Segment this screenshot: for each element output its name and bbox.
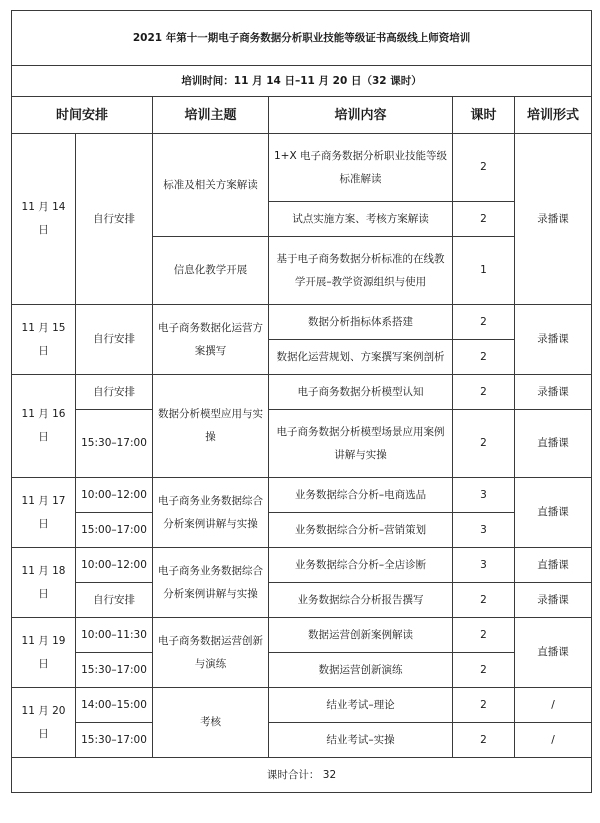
header-content: 培训内容 [269, 97, 453, 134]
format-cell: 直播课 [515, 478, 592, 548]
content-cell: 数据运营创新演练 [269, 653, 453, 688]
training-period: 培训时间：11 月 14 日–11 月 20 日（32 课时） [12, 66, 592, 97]
hours-cell: 1 [453, 237, 515, 305]
hours-cell: 2 [453, 340, 515, 375]
hours-cell: 2 [453, 134, 515, 202]
topic-cell: 电子商务业务数据综合分析案例讲解与实操 [153, 478, 269, 548]
content-cell: 数据分析指标体系搭建 [269, 305, 453, 340]
hours-cell: 2 [453, 410, 515, 478]
content-cell: 电子商务数据分析模型认知 [269, 375, 453, 410]
total-hours: 课时合计： 32 [12, 758, 592, 793]
content-cell: 业务数据综合分析报告撰写 [269, 583, 453, 618]
table-row [12, 375, 592, 410]
content-cell: 业务数据综合分析–营销策划 [269, 513, 453, 548]
hours-cell: 2 [453, 375, 515, 410]
format-cell: / [515, 723, 592, 758]
hours-cell: 2 [453, 653, 515, 688]
document-title: 2021 年第十一期电子商务数据分析职业技能等级证书高级线上师资培训 [12, 11, 592, 66]
hours-cell: 3 [453, 548, 515, 583]
hours-cell: 3 [453, 478, 515, 513]
content-cell: 业务数据综合分析–电商选品 [269, 478, 453, 513]
table-row [12, 134, 592, 202]
date-cell: 11 月 15 日 [12, 305, 76, 375]
table-row [12, 478, 592, 513]
format-cell: 直播课 [515, 410, 592, 478]
schedule-table [11, 10, 592, 793]
time-cell: 15:00–17:00 [76, 513, 153, 548]
content-cell: 结业考试–实操 [269, 723, 453, 758]
time-cell: 自行安排 [76, 305, 153, 375]
table-row [12, 618, 592, 653]
header-topic: 培训主题 [153, 97, 269, 134]
format-cell: 录播课 [515, 375, 592, 410]
header-row [12, 97, 592, 134]
format-cell: 录播课 [515, 583, 592, 618]
content-cell: 试点实施方案、考核方案解读 [269, 202, 453, 237]
content-cell: 数据运营创新案例解读 [269, 618, 453, 653]
content-cell: 数据化运营规划、方案撰写案例剖析 [269, 340, 453, 375]
topic-cell: 信息化教学开展 [153, 237, 269, 305]
time-cell: 14:00–15:00 [76, 688, 153, 723]
content-cell: 1+X 电子商务数据分析职业技能等级标准解读 [269, 134, 453, 202]
time-cell: 10:00–12:00 [76, 478, 153, 513]
table-row [12, 723, 592, 758]
topic-cell: 电子商务数据运营创新与演练 [153, 618, 269, 688]
content-cell: 基于电子商务数据分析标准的在线教学开展–教学资源组织与使用 [269, 237, 453, 305]
date-cell: 11 月 18 日 [12, 548, 76, 618]
table-row [12, 653, 592, 688]
hours-cell: 2 [453, 618, 515, 653]
date-cell: 11 月 14 日 [12, 134, 76, 305]
format-cell: / [515, 688, 592, 723]
table-row [12, 688, 592, 723]
hours-cell: 3 [453, 513, 515, 548]
table-row [12, 548, 592, 583]
hours-cell: 2 [453, 688, 515, 723]
time-cell: 15:30–17:00 [76, 653, 153, 688]
time-cell: 15:30–17:00 [76, 410, 153, 478]
time-cell: 15:30–17:00 [76, 723, 153, 758]
date-cell: 11 月 17 日 [12, 478, 76, 548]
format-cell: 直播课 [515, 548, 592, 583]
hours-cell: 2 [453, 583, 515, 618]
date-cell: 11 月 19 日 [12, 618, 76, 688]
table-row [12, 410, 592, 478]
content-cell: 电子商务数据分析模型场景应用案例讲解与实操 [269, 410, 453, 478]
time-cell: 10:00–11:30 [76, 618, 153, 653]
table-row [12, 583, 592, 618]
date-cell: 11 月 16 日 [12, 375, 76, 478]
hours-cell: 2 [453, 202, 515, 237]
topic-cell: 数据分析模型应用与实操 [153, 375, 269, 478]
time-cell: 自行安排 [76, 375, 153, 410]
content-cell: 结业考试–理论 [269, 688, 453, 723]
header-format: 培训形式 [515, 97, 592, 134]
time-cell: 10:00–12:00 [76, 548, 153, 583]
hours-cell: 2 [453, 723, 515, 758]
format-cell: 直播课 [515, 618, 592, 688]
header-date: 时间安排 [12, 97, 153, 134]
time-cell: 自行安排 [76, 583, 153, 618]
format-cell: 录播课 [515, 134, 592, 305]
table-row [12, 513, 592, 548]
date-cell: 11 月 20 日 [12, 688, 76, 758]
format-cell: 录播课 [515, 305, 592, 375]
hours-cell: 2 [453, 305, 515, 340]
topic-cell: 电子商务数据化运营方案撰写 [153, 305, 269, 375]
header-hours: 课时 [453, 97, 515, 134]
topic-cell: 考核 [153, 688, 269, 758]
time-cell: 自行安排 [76, 134, 153, 305]
topic-cell: 电子商务业务数据综合分析案例讲解与实操 [153, 548, 269, 618]
content-cell: 业务数据综合分析–全店诊断 [269, 548, 453, 583]
table-row [12, 305, 592, 340]
topic-cell: 标准及相关方案解读 [153, 134, 269, 237]
